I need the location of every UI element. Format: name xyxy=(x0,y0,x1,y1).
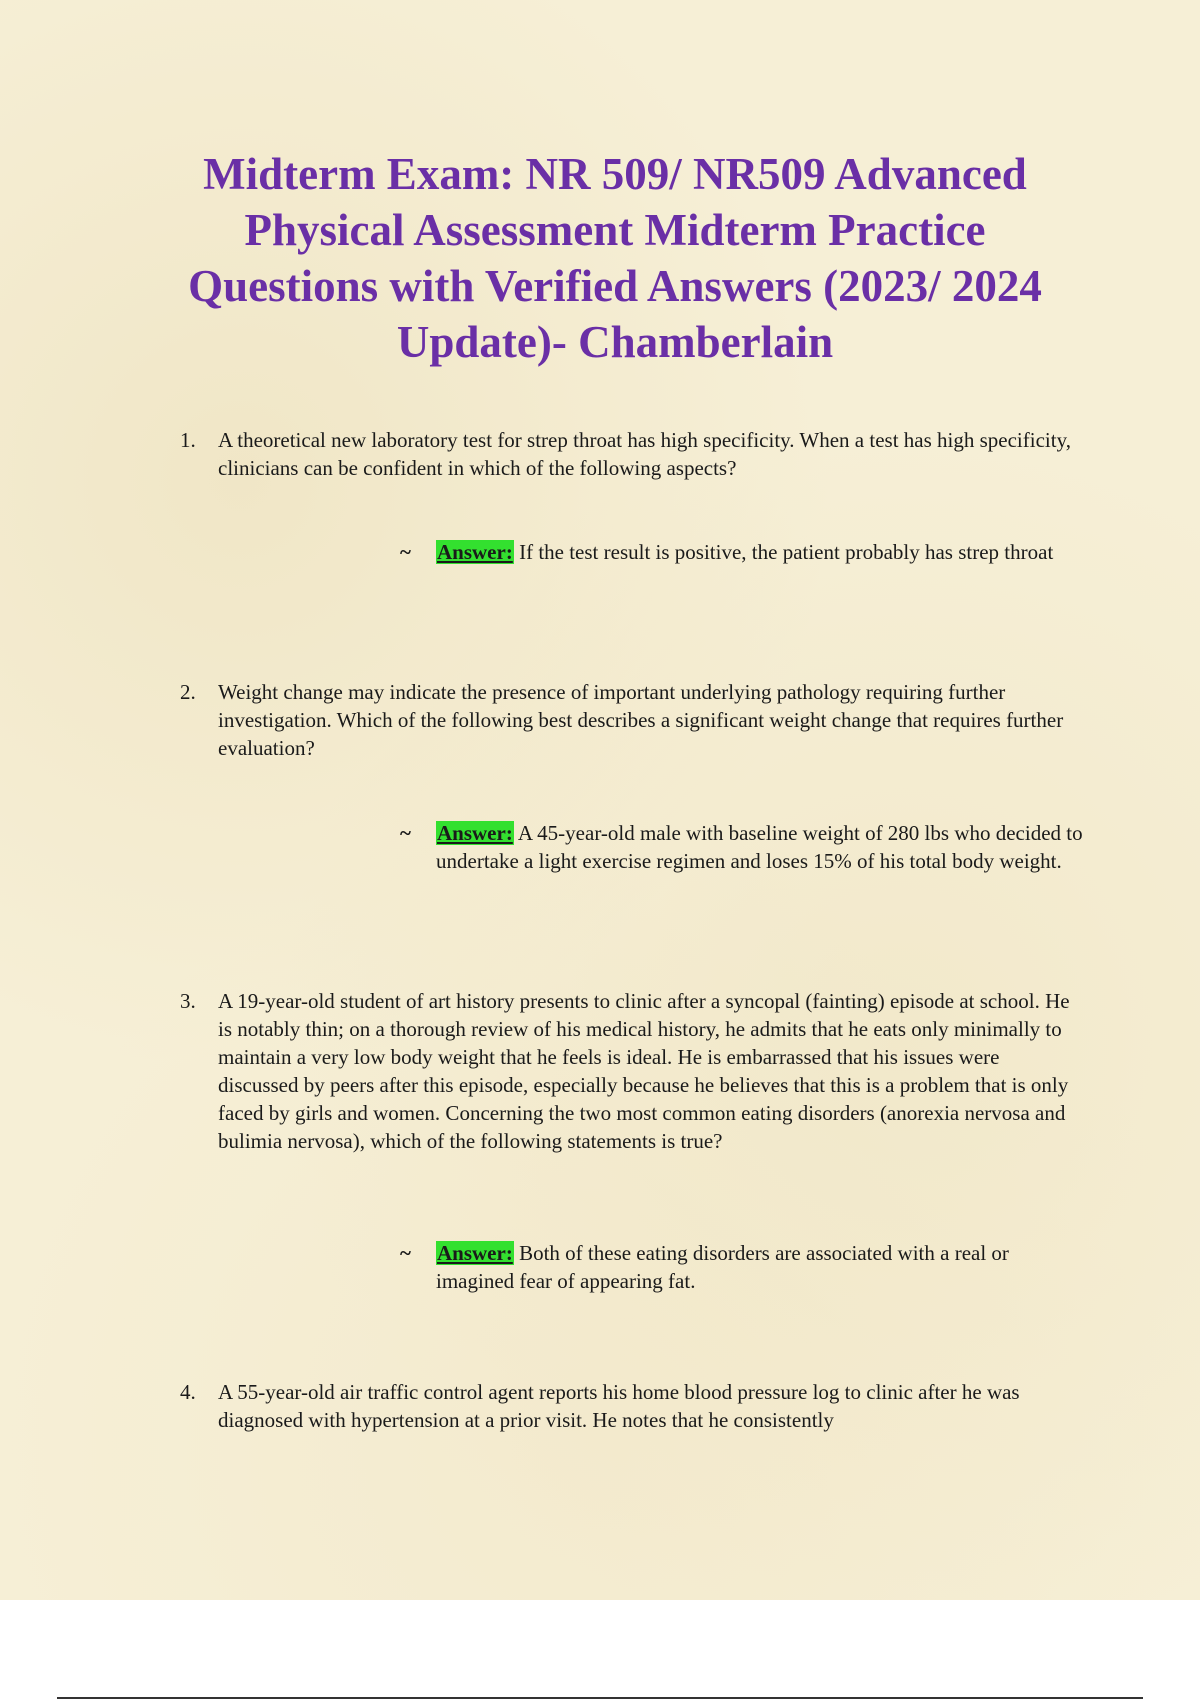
answer-3 xyxy=(400,1239,1090,1295)
answer-text: If the test result is positive, the patient probably has strep throat xyxy=(519,540,1054,564)
answer-2 xyxy=(400,819,1090,875)
question-4 xyxy=(180,1378,1080,1434)
footer-divider xyxy=(57,1697,1143,1699)
question-3 xyxy=(180,987,1080,1155)
bullet-icon: ~ xyxy=(400,821,411,845)
question-2 xyxy=(180,678,1080,762)
question-text: A theoretical new laboratory test for strep throat has high specificity. When a test has high specificity, clinicians can be confident in which of the following aspects? xyxy=(218,428,1071,480)
answer-label: Answer: xyxy=(437,540,513,564)
answer-label: Answer: xyxy=(437,1241,513,1265)
question-number: 3. xyxy=(180,989,196,1013)
question-text: Weight change may indicate the presence of important underlying pathology requiring further investigation. Which of the following best describes a significant weight change that requires further evaluation? xyxy=(218,680,1064,760)
bullet-icon: ~ xyxy=(400,540,411,564)
question-text: A 19-year-old student of art history presents to clinic after a syncopal (fainting) episode at school. He is notably thin; on a thorough review of his medical history, he admits that he eats only minimally to maintain a very low body weight that he feels is ideal. He is embarrassed that his issues were discussed by peers after this episode, especially because he believes that this is a problem that is only faced by girls and women. Concerning the two most common eating disorders (anorexia nervosa and bulimia nervosa), which of the following statements is true? xyxy=(218,989,1070,1153)
question-1 xyxy=(180,426,1080,482)
question-number: 1. xyxy=(180,428,196,452)
answer-label: Answer: xyxy=(437,821,513,845)
answer-text: A 45-year-old male with baseline weight of 280 lbs who decided to undertake a light exercise regimen and loses 15% of his total body weight. xyxy=(436,821,1083,873)
bullet-icon: ~ xyxy=(400,1241,411,1265)
answer-text: Both of these eating disorders are associated with a real or imagined fear of appearing fat. xyxy=(436,1241,1009,1293)
question-text: A 55-year-old air traffic control agent reports his home blood pressure log to clinic after he was diagnosed with hypertension at a prior visit. He notes that he consistently xyxy=(218,1380,1020,1432)
answer-1 xyxy=(400,538,1090,566)
document-title: Midterm Exam: NR 509/ NR509 Advanced Physical Assessment Midterm Practice Questions with Verified Answers (2023/ 2024 Update)- Chamberlain xyxy=(188,149,1042,367)
question-number: 4. xyxy=(180,1380,196,1404)
question-number: 2. xyxy=(180,680,196,704)
